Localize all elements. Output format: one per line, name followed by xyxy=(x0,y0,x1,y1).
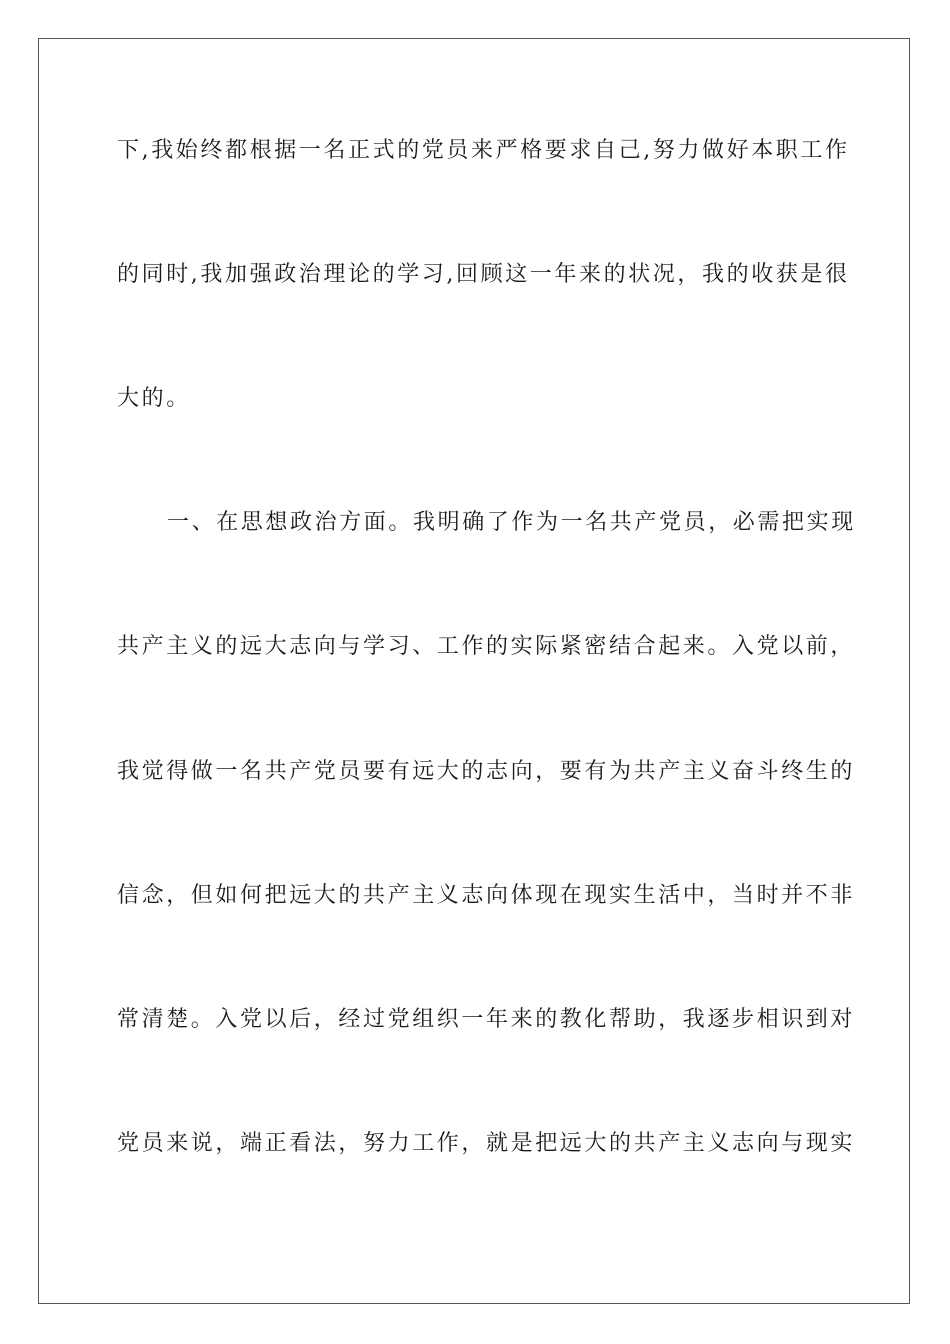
text-line: 下,我始终都根据一名正式的党员来严格要求自己,努力做好本职工作 xyxy=(117,138,850,163)
paragraph-start-line: 一、在思想政治方面。我明确了作为一名共产党员，必需把实现 xyxy=(167,510,856,535)
text-line: 大的。 xyxy=(117,386,191,411)
text-line: 我觉得做一名共产党员要有远大的志向，要有为共产主义奋斗终生的 xyxy=(117,759,856,784)
text-line: 党员来说，端正看法，努力工作，就是把远大的共产主义志向与现实 xyxy=(117,1131,856,1156)
text-line: 的同时,我加强政治理论的学习,回顾这一年来的状况，我的收获是很 xyxy=(117,262,850,287)
text-line: 信念，但如何把远大的共产主义志向体现在现实生活中，当时并不非 xyxy=(117,883,856,908)
page-border xyxy=(38,38,910,1304)
text-line: 共产主义的远大志向与学习、工作的实际紧密结合起来。入党以前， xyxy=(117,634,856,659)
text-line: 常清楚。入党以后，经过党组织一年来的教化帮助，我逐步相识到对 xyxy=(117,1007,856,1032)
